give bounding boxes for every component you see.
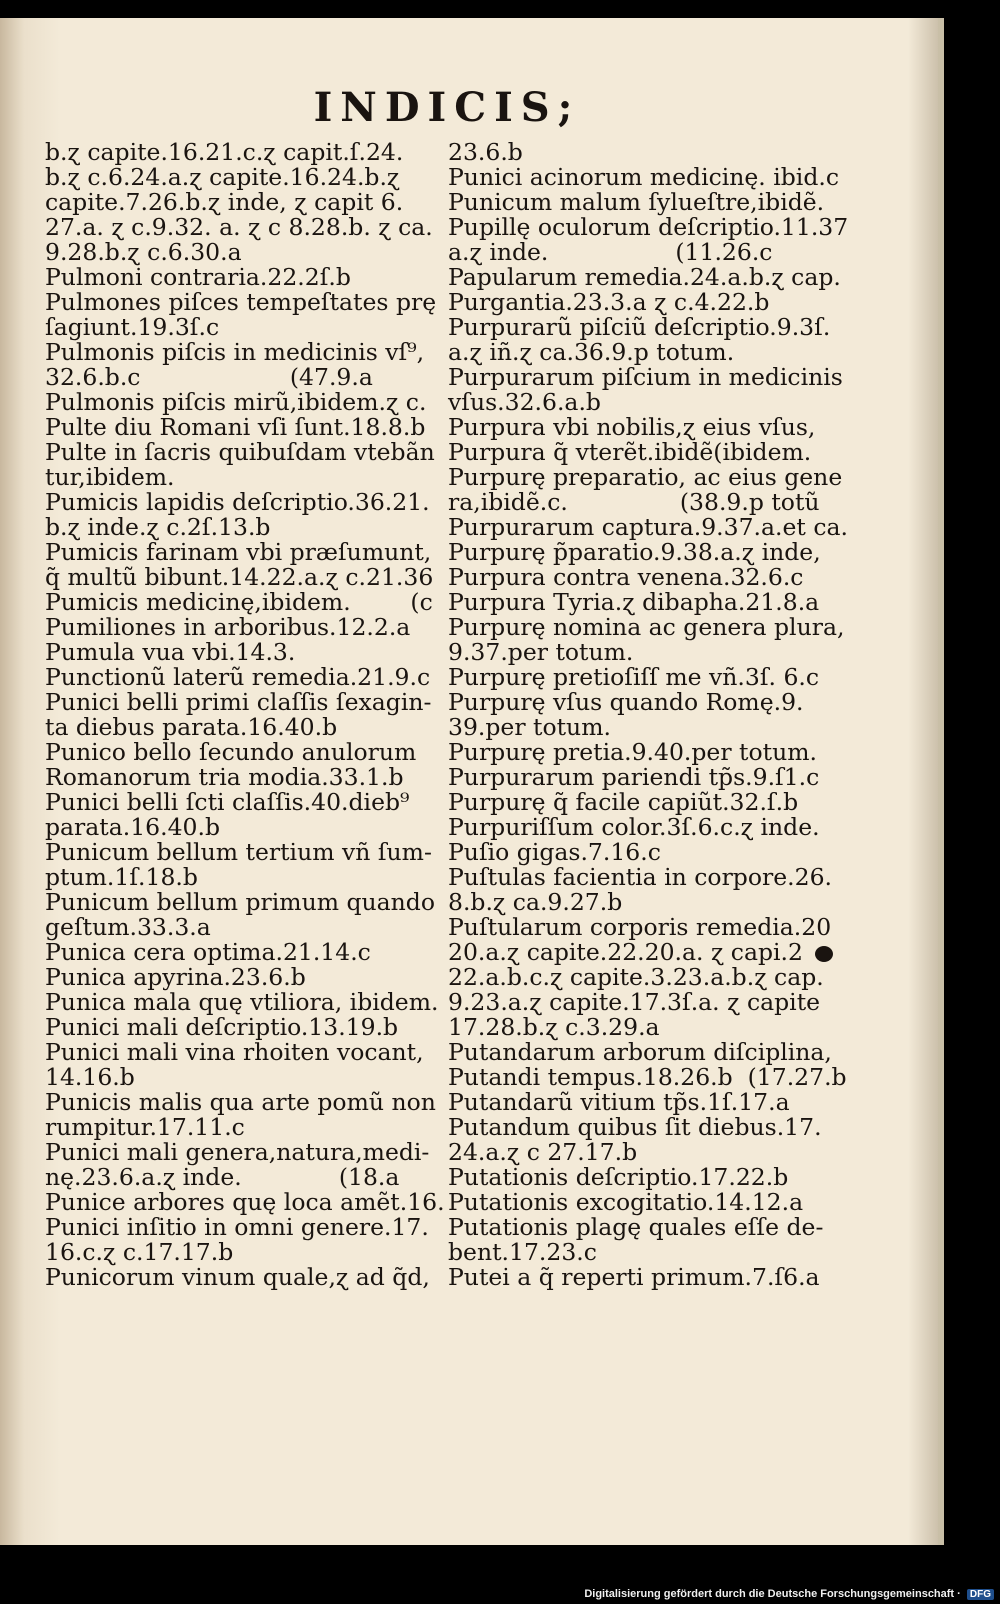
index-entry: Pumiliones in arboribus.12.2.a xyxy=(45,613,411,641)
index-entry: nę.23.6.a.ɀ inde. (18.a xyxy=(45,1163,400,1191)
index-entry: ra,ibidẽ.c. (38.9.p totũ xyxy=(448,488,820,516)
index-entry: Punicum bellum primum quando xyxy=(45,888,435,916)
index-entry: tur,ibidem. xyxy=(45,463,175,491)
index-entry: ta diebus parata.16.40.b xyxy=(45,713,338,741)
index-entry: 20.a.ɀ capite.22.20.a. ɀ capi.2 xyxy=(448,938,803,966)
index-entry: Pulte diu Romani vſi ſunt.18.8.b xyxy=(45,413,426,441)
index-entry: Punici acinorum medicinę. ibid.c xyxy=(448,163,839,191)
index-entry: Punica mala quę vtiliora, ibidem. xyxy=(45,988,439,1016)
index-entry: Punica cera optima.21.14.c xyxy=(45,938,371,966)
index-entry: Putandarũ vitium tp̃s.1ſ.17.a xyxy=(448,1088,790,1116)
index-entry: 9.28.b.ɀ c.6.30.a xyxy=(45,238,242,266)
index-entry: Punica apyrina.23.6.b xyxy=(45,963,306,991)
index-entry: b.ɀ inde.ɀ c.2ſ.13.b xyxy=(45,513,271,541)
index-entry: Punicorum vinum quale,ɀ ad q̃d, xyxy=(45,1263,430,1291)
index-entry: Purpurę pretia.9.40.per totum. xyxy=(448,738,817,766)
index-entry: ſagiunt.19.3ſ.c xyxy=(45,313,220,341)
index-entry: Putationis deſcriptio.17.22.b xyxy=(448,1163,789,1191)
index-entry: q̃ multũ bibunt.14.22.a.ɀ c.21.36 xyxy=(45,563,434,591)
index-entry: Purpurę nomina ac genera plura, xyxy=(448,613,845,641)
index-entry: Putei a q̃ reperti primum.7.ſ6.a xyxy=(448,1263,820,1291)
index-entry: 17.28.b.ɀ c.3.29.a xyxy=(448,1013,660,1041)
index-entry: Pulmonis piſcis mirũ,ibidem.ɀ c. xyxy=(45,388,427,416)
index-entry: Romanorum tria modia.33.1.b xyxy=(45,763,404,791)
index-entry: 9.23.a.ɀ capite.17.3ſ.a. ɀ capite xyxy=(448,988,821,1016)
page-edge xyxy=(938,18,944,1545)
index-entry: Purpura q̃ vterẽt.ibidẽ(ibidem. xyxy=(448,438,812,466)
index-entry: 27.a. ɀ c.9.32. a. ɀ c 8.28.b. ɀ ca. xyxy=(45,213,433,241)
index-entry: 14.16.b xyxy=(45,1063,135,1091)
index-entry: ptum.1ſ.18.b xyxy=(45,863,198,891)
index-entry: rumpitur.17.11.c xyxy=(45,1113,245,1141)
index-entry: Purpura Tyria.ɀ dibapha.21.8.a xyxy=(448,588,820,616)
index-entry: Purpurę p̃paratio.9.38.a.ɀ inde, xyxy=(448,538,821,566)
index-entry: b.ɀ c.6.24.a.ɀ capite.16.24.b.ɀ xyxy=(45,163,400,191)
index-entry: a.ɀ inde. (11.26.c xyxy=(448,238,773,266)
index-entry: 22.a.b.c.ɀ capite.3.23.a.b.ɀ cap. xyxy=(448,963,824,991)
index-entry: Purpurę q̃ facile capiũt.32.ſ.b xyxy=(448,788,799,816)
index-entry: Punctionũ laterũ remedia.21.9.c xyxy=(45,663,431,691)
index-entry: Purpurarum captura.9.37.a.et ca. xyxy=(448,513,848,541)
index-entry: Purpuriſſum color.3ſ.6.c.ɀ inde. xyxy=(448,813,820,841)
index-entry: capite.7.26.b.ɀ inde, ɀ capit 6. xyxy=(45,188,404,216)
index-entry: Pumicis medicinę,ibidem. (c xyxy=(45,588,433,616)
index-entry: Punici mali genera,natura,medi- xyxy=(45,1138,430,1166)
index-entry: Punice arbores quę loca amẽt.16. xyxy=(45,1188,445,1216)
index-entry: Putandarum arborum diſciplina, xyxy=(448,1038,832,1066)
index-entry: Punico bello ſecundo anulorum xyxy=(45,738,417,766)
index-column-left xyxy=(45,138,445,1291)
ink-blot xyxy=(815,946,833,962)
index-entry: 9.37.per totum. xyxy=(448,638,634,666)
index-entry: 24.a.ɀ c 27.17.b xyxy=(448,1138,638,1166)
index-entry: Purpura contra venena.32.6.c xyxy=(448,563,804,591)
index-entry: Punicis malis qua arte pomũ non xyxy=(45,1088,436,1116)
index-entry: Punicum bellum tertium vñ ſum- xyxy=(45,838,432,866)
index-entry: Purpurę pretioſiſſ me vñ.3ſ. 6.c xyxy=(448,663,820,691)
index-entry: bent.17.23.c xyxy=(448,1238,597,1266)
index-entry: vſus.32.6.a.b xyxy=(448,388,601,416)
index-entry: Pupillę oculorum deſcriptio.11.37 xyxy=(448,213,849,241)
index-entry: Purpurę preparatio, ac eius gene xyxy=(448,463,843,491)
index-entry: Punicum malum ſylueſtre,ibidẽ. xyxy=(448,188,825,216)
index-entry: Pumicis lapidis deſcriptio.36.21. xyxy=(45,488,430,516)
index-entry: Papularum remedia.24.a.b.ɀ cap. xyxy=(448,263,841,291)
index-entry: Putationis plagę quales eſſe de- xyxy=(448,1213,824,1241)
index-entry: Punici mali vina rhoiten vocant, xyxy=(45,1038,424,1066)
index-column-right xyxy=(448,138,849,1291)
index-entry: Puſio gigas.7.16.c xyxy=(448,838,661,866)
index-entry: Pumula vua vbi.14.3. xyxy=(45,638,296,666)
index-entry: 39.per totum. xyxy=(448,713,611,741)
dfg-logo: DFG xyxy=(967,1589,994,1600)
index-entry: 23.6.b xyxy=(448,138,523,166)
index-entry: Purgantia.23.3.a ɀ c.4.22.b xyxy=(448,288,770,316)
index-entry: Pulmones piſces tempeſtates prę xyxy=(45,288,437,316)
index-entry: Purpurarum pariendi tp̃s.9.ſ1.c xyxy=(448,763,820,791)
index-entry: geſtum.33.3.a xyxy=(45,913,211,941)
index-entry: Putandum quibus ſit diebus.17. xyxy=(448,1113,822,1141)
index-entry: Putationis excogitatio.14.12.a xyxy=(448,1188,804,1216)
index-entry: Punici mali deſcriptio.13.19.b xyxy=(45,1013,399,1041)
index-entry: a.ɀ iñ.ɀ ca.36.9.p totum. xyxy=(448,338,735,366)
index-entry: Pulte in ſacris quibuſdam vtebãn xyxy=(45,438,435,466)
digitization-footer xyxy=(584,1588,994,1600)
index-entry: 32.6.b.c (47.9.a xyxy=(45,363,373,391)
index-entry: Purpura vbi nobilis,ɀ eius vſus, xyxy=(448,413,816,441)
index-entry: b.ɀ capite.16.21.c.ɀ capit.ſ.24. xyxy=(45,138,404,166)
index-entry: Pumicis farinam vbi præſumunt, xyxy=(45,538,432,566)
index-entry: Purpurarũ piſciũ deſcriptio.9.3ſ. xyxy=(448,313,831,341)
page-header: INDICIS; xyxy=(313,84,581,131)
index-entry: parata.16.40.b xyxy=(45,813,221,841)
index-entry: Pulmoni contraria.22.2ſ.b xyxy=(45,263,351,291)
index-entry: Pulmonis piſcis in medicinis vſ⁹, xyxy=(45,338,425,366)
index-entry: Punici belli ſcti claſſis.40.dieb⁹ xyxy=(45,788,410,816)
index-entry: Puſtulas facientia in corpore.26. xyxy=(448,863,832,891)
index-entry: Puſtularum corporis remedia.20 xyxy=(448,913,832,941)
index-entry: Purpurę vſus quando Romę.9. xyxy=(448,688,804,716)
index-entry: 8.b.ɀ ca.9.27.b xyxy=(448,888,623,916)
index-entry: Punici inſitio in omni genere.17. xyxy=(45,1213,429,1241)
index-entry: Purpurarum piſcium in medicinis xyxy=(448,363,843,391)
index-entry: Punici belli primi claſſis ſexagin- xyxy=(45,688,432,716)
index-entry: 16.c.ɀ c.17.17.b xyxy=(45,1238,234,1266)
index-entry: Putandi tempus.18.26.b (17.27.b xyxy=(448,1063,847,1091)
footer-text: Digitalisierung gefördert durch die Deutsche Forschungsgemeinschaft · xyxy=(584,1588,961,1600)
